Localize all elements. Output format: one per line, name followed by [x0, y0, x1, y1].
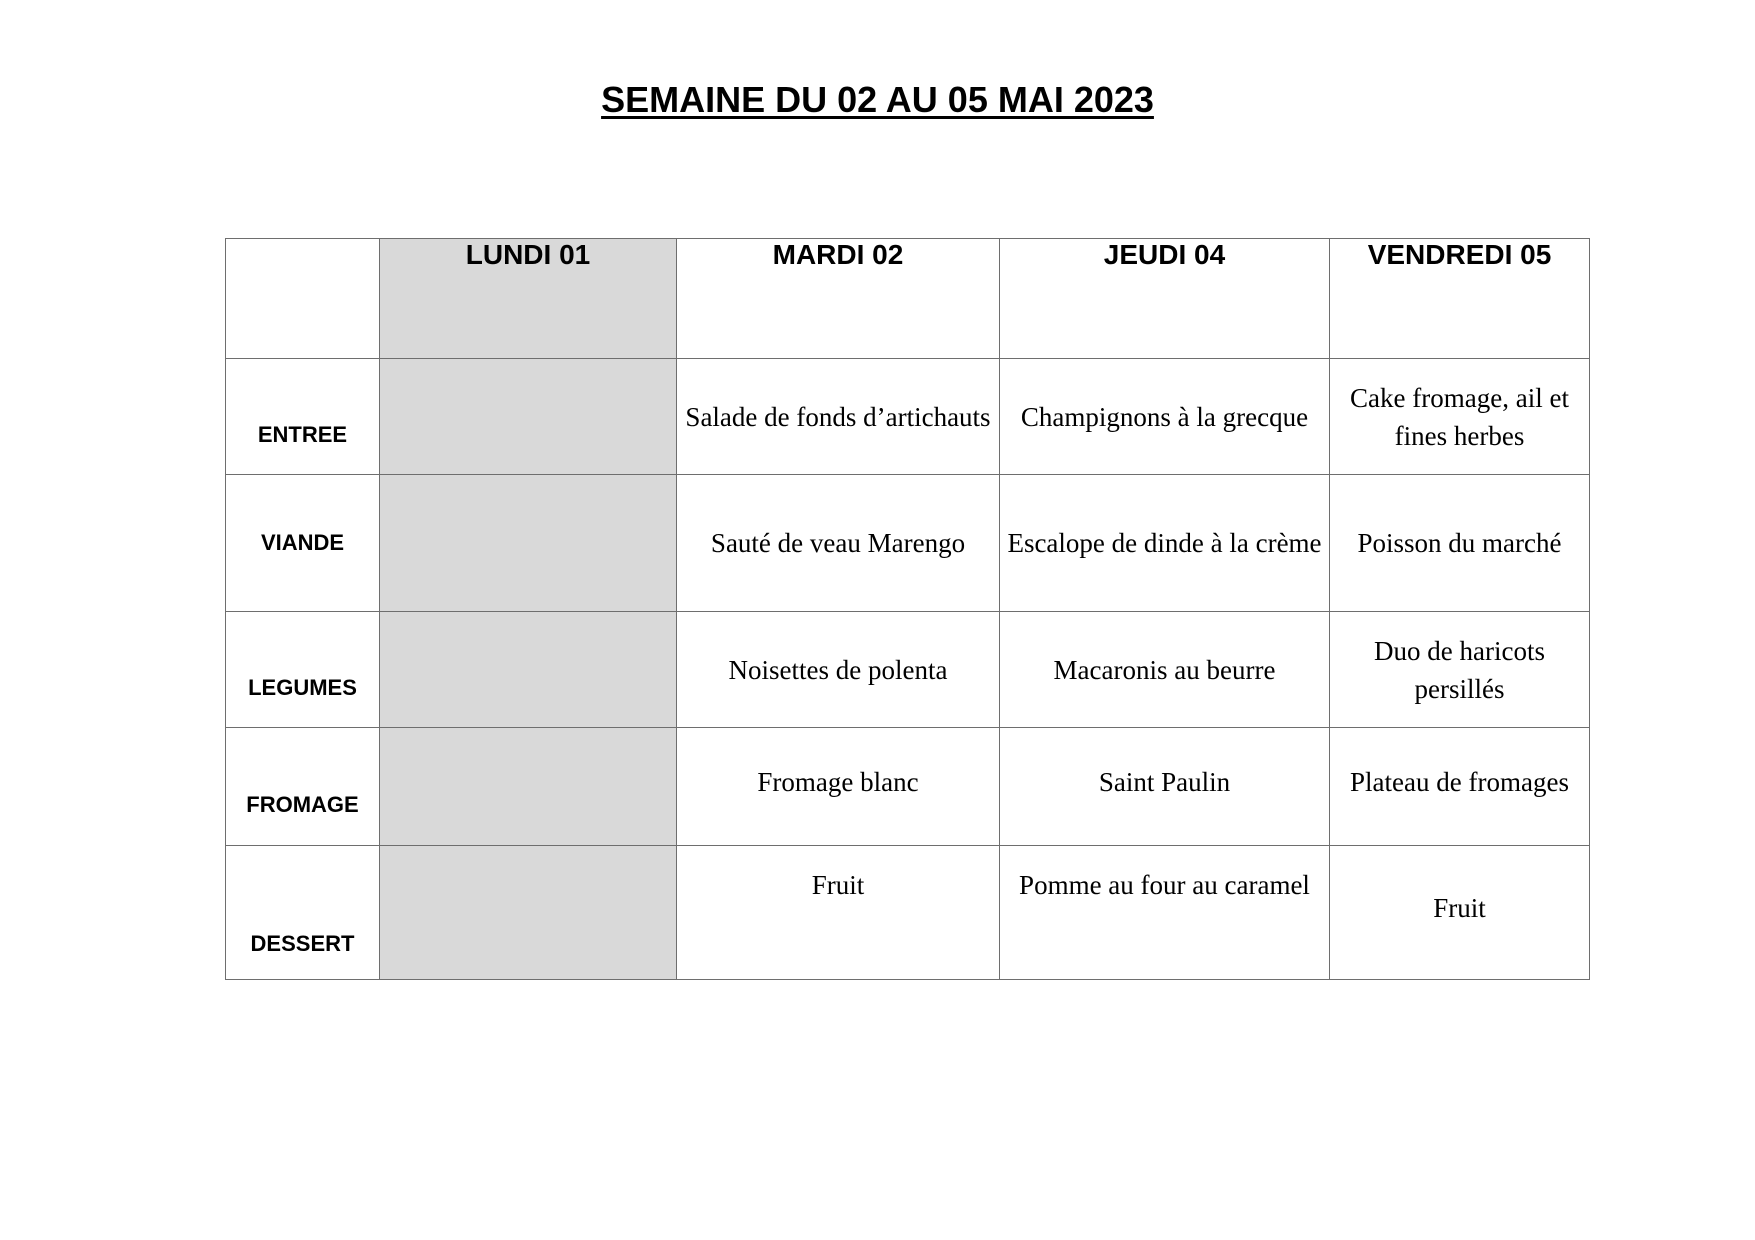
- day-header-lundi: LUNDI 01: [380, 239, 677, 359]
- cell-legumes-jeudi: Macaronis au beurre: [1000, 612, 1330, 728]
- table-row-legumes: [226, 612, 1590, 728]
- table-row-fromage: [226, 728, 1590, 846]
- cell-legumes-lundi: [380, 612, 677, 728]
- row-label-dessert: DESSERT: [226, 846, 380, 980]
- cell-entree-vendredi: Cake fromage, ail et fines herbes: [1330, 359, 1590, 475]
- cell-fromage-mardi: Fromage blanc: [677, 728, 1000, 846]
- table-row-dessert: [226, 846, 1590, 980]
- cell-viande-lundi: [380, 475, 677, 612]
- cell-entree-jeudi: Champignons à la grecque: [1000, 359, 1330, 475]
- row-label-fromage: FROMAGE: [226, 728, 380, 846]
- cell-viande-jeudi: Escalope de dinde à la crème: [1000, 475, 1330, 612]
- cell-fromage-vendredi: Plateau de fromages: [1330, 728, 1590, 846]
- cell-dessert-jeudi: Pomme au four au caramel: [1000, 846, 1330, 980]
- day-header-jeudi: JEUDI 04: [1000, 239, 1330, 359]
- row-label-viande: VIANDE: [226, 475, 380, 612]
- page-title-text: SEMAINE DU 02 AU 05 MAI 2023: [601, 79, 1154, 120]
- cell-viande-vendredi: Poisson du marché: [1330, 475, 1590, 612]
- cell-entree-mardi: Salade de fonds d’artichauts: [677, 359, 1000, 475]
- cell-legumes-mardi: Noisettes de polenta: [677, 612, 1000, 728]
- cell-fromage-lundi: [380, 728, 677, 846]
- page-title: [0, 76, 1755, 124]
- cell-dessert-lundi: [380, 846, 677, 980]
- table-header-row: [226, 239, 1590, 359]
- cell-legumes-vendredi: Duo de haricots persillés: [1330, 612, 1590, 728]
- cell-entree-lundi: [380, 359, 677, 475]
- day-header-vendredi: VENDREDI 05: [1330, 239, 1590, 359]
- cell-dessert-mardi: Fruit: [677, 846, 1000, 980]
- cell-viande-mardi: Sauté de veau Marengo: [677, 475, 1000, 612]
- weekly-menu-table: [225, 238, 1590, 980]
- cell-fromage-jeudi: Saint Paulin: [1000, 728, 1330, 846]
- cell-dessert-vendredi: Fruit: [1330, 846, 1590, 980]
- row-label-entree: ENTREE: [226, 359, 380, 475]
- corner-cell: [226, 239, 380, 359]
- table-row-entree: [226, 359, 1590, 475]
- table-row-viande: [226, 475, 1590, 612]
- day-header-mardi: MARDI 02: [677, 239, 1000, 359]
- row-label-legumes: LEGUMES: [226, 612, 380, 728]
